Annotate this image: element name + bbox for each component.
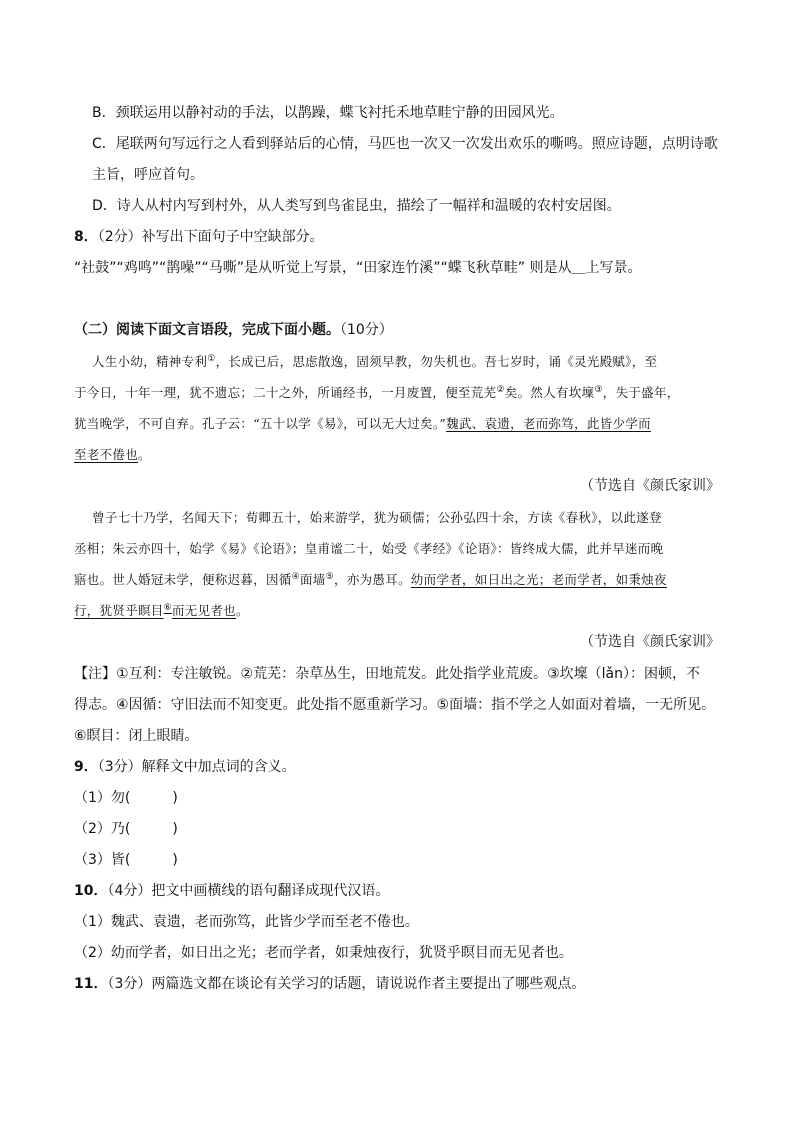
question-text: 两篇选文都在谈论有关学习的话题，请说说作者主要提出了哪些观点。 <box>151 976 586 992</box>
section-heading <box>74 320 393 340</box>
passage2-line3 <box>74 570 667 590</box>
passage2-line1: 曾子七十乃学，名闻天下；荀卿五十，始来游学，犹为硕儒；公孙弘四十余，方读《春秋》，以此遂登 <box>92 510 662 525</box>
question-number: 9． <box>74 759 98 775</box>
passage-text: 寤也。世人婚冠未学，便称迟暮，因循 <box>74 572 292 587</box>
question-8 <box>74 227 324 247</box>
underlined-sentence: 魏武、袁遗，老而弥笃，此皆少学而 <box>446 416 651 431</box>
passage-text: ，长成已后，思虑散逸，固须早教，勿失机也。吾七岁时，诵《灵光殿赋》，至 <box>215 354 658 369</box>
passage-text: 人生小幼，精神专利 <box>92 354 208 369</box>
passage1-line2 <box>74 383 680 403</box>
question-number: 10． <box>74 883 108 899</box>
passage1-line1 <box>92 352 657 372</box>
underlined-sentence: 而无见者也 <box>171 603 236 618</box>
footnote-mark: ② <box>496 384 505 395</box>
passage-text: 。 <box>138 447 151 462</box>
footnote-mark: ③ <box>594 384 603 395</box>
underlined-sentence: 幼而学者，如日出之光；老而学者，如秉烛夜 <box>410 572 667 587</box>
question-11 <box>74 974 585 994</box>
passage1-source: （节选自《颜氏家训》 <box>580 478 720 494</box>
option-d: D．诗人从村内写到村外，从人类写到鸟雀昆虫，描绘了一幅祥和温暖的农村安居图。 <box>92 198 621 214</box>
passage-text: 。 <box>236 603 249 618</box>
question-10-item1: （1）魏武、袁遗，老而弥笃，此皆少学而至老不倦也。 <box>74 914 419 930</box>
question-score: （2分） <box>97 229 142 245</box>
section-title: （二）阅读下面文言语段，完成下面小题。 <box>74 322 340 338</box>
passage2-line2: 丞相；朱云亦四十，始学《易》《论语》；皇甫谧二十，始受《孝经》《论语》：皆终成大儒，此并早迷而晚 <box>74 541 664 556</box>
question-10-item2: （2）幼而学者，如日出之光；老而学者，如秉烛夜行，犹贤乎瞑目而无见者也。 <box>74 945 573 961</box>
question-text: 把文中画横线的语句翻译成现代汉语。 <box>151 883 390 899</box>
footnote-mark: ④ <box>291 571 300 582</box>
passage-text: 矣。然人有坎壈 <box>504 385 595 400</box>
underlined-sentence: 至老不倦也 <box>74 447 139 462</box>
passage2-source: （节选自《颜氏家训》 <box>580 634 720 650</box>
question-score: （3分） <box>107 976 152 992</box>
question-number: 8． <box>74 229 98 245</box>
passage-text: 面墙 <box>299 572 326 587</box>
question-9 <box>74 757 296 777</box>
notes-line2: 得志。④因循：守旧法而不知变更。此处指不愿重新学习。⑤面墙：指不学之人如面对着墙，一无所见。 <box>74 697 716 713</box>
passage-text: 犹当晚学，不可自弃。孔子云：“五十以学《易》，可以无大过矣。” <box>74 416 447 431</box>
question-9-item1: （1）勿( ) <box>74 790 178 806</box>
passage-text: ，失于盛年， <box>602 385 680 400</box>
question-9-item2: （2）乃( ) <box>74 821 178 837</box>
question-score: （4分） <box>107 883 152 899</box>
question-10 <box>74 881 389 901</box>
passage1-line3 <box>74 414 651 434</box>
passage-text: ，亦为愚耳。 <box>333 572 411 587</box>
option-c-line1: C．尾联两句写远行之人看到驿站后的心情，马匹也一次又一次发出欢乐的嘶鸣。照应诗题，点明诗歌 <box>92 136 718 152</box>
footnote-mark: ⑥ <box>163 602 172 613</box>
question-9-item3: （3）皆( ) <box>74 852 178 868</box>
footnote-mark: ⑤ <box>325 571 334 582</box>
passage1-line4 <box>74 445 151 465</box>
question-text: 解释文中加点词的含义。 <box>141 759 296 775</box>
question-score: （3分） <box>97 759 142 775</box>
passage2-line4 <box>74 601 249 621</box>
question-8-fill: “社鼓”“鸡鸣”“鹊噪”“马嘶”是从听觉上写景，“田家连竹溪”“蝶飞秋草畦” 则是从＿上写景。 <box>74 260 642 276</box>
passage-text: 于今日，十年一理，犹不遗忘；二十之外，所诵经书，一月废置，便至荒芜 <box>74 385 497 400</box>
underlined-sentence: 行，犹贤乎瞑目 <box>74 603 164 618</box>
notes-line3: ⑥瞑目：闭上眼睛。 <box>74 728 199 744</box>
section-score: （10分） <box>340 322 393 338</box>
option-b: B．颈联运用以静衬动的手法，以鹊躁，蝶飞衬托禾地草畦宁静的田园风光。 <box>92 105 564 121</box>
question-number: 11． <box>74 976 108 992</box>
question-text: 补写出下面句子中空缺部分。 <box>141 229 324 245</box>
option-c-line2: 主旨，呼应首句。 <box>92 167 204 183</box>
notes-line1: 【注】①互利：专注敏锐。②荒芜：杂草丛生，田地荒发。此处指学业荒废。③坎壈（lǎn）：困顿，不 <box>74 666 700 682</box>
footnote-mark: ① <box>207 353 216 364</box>
